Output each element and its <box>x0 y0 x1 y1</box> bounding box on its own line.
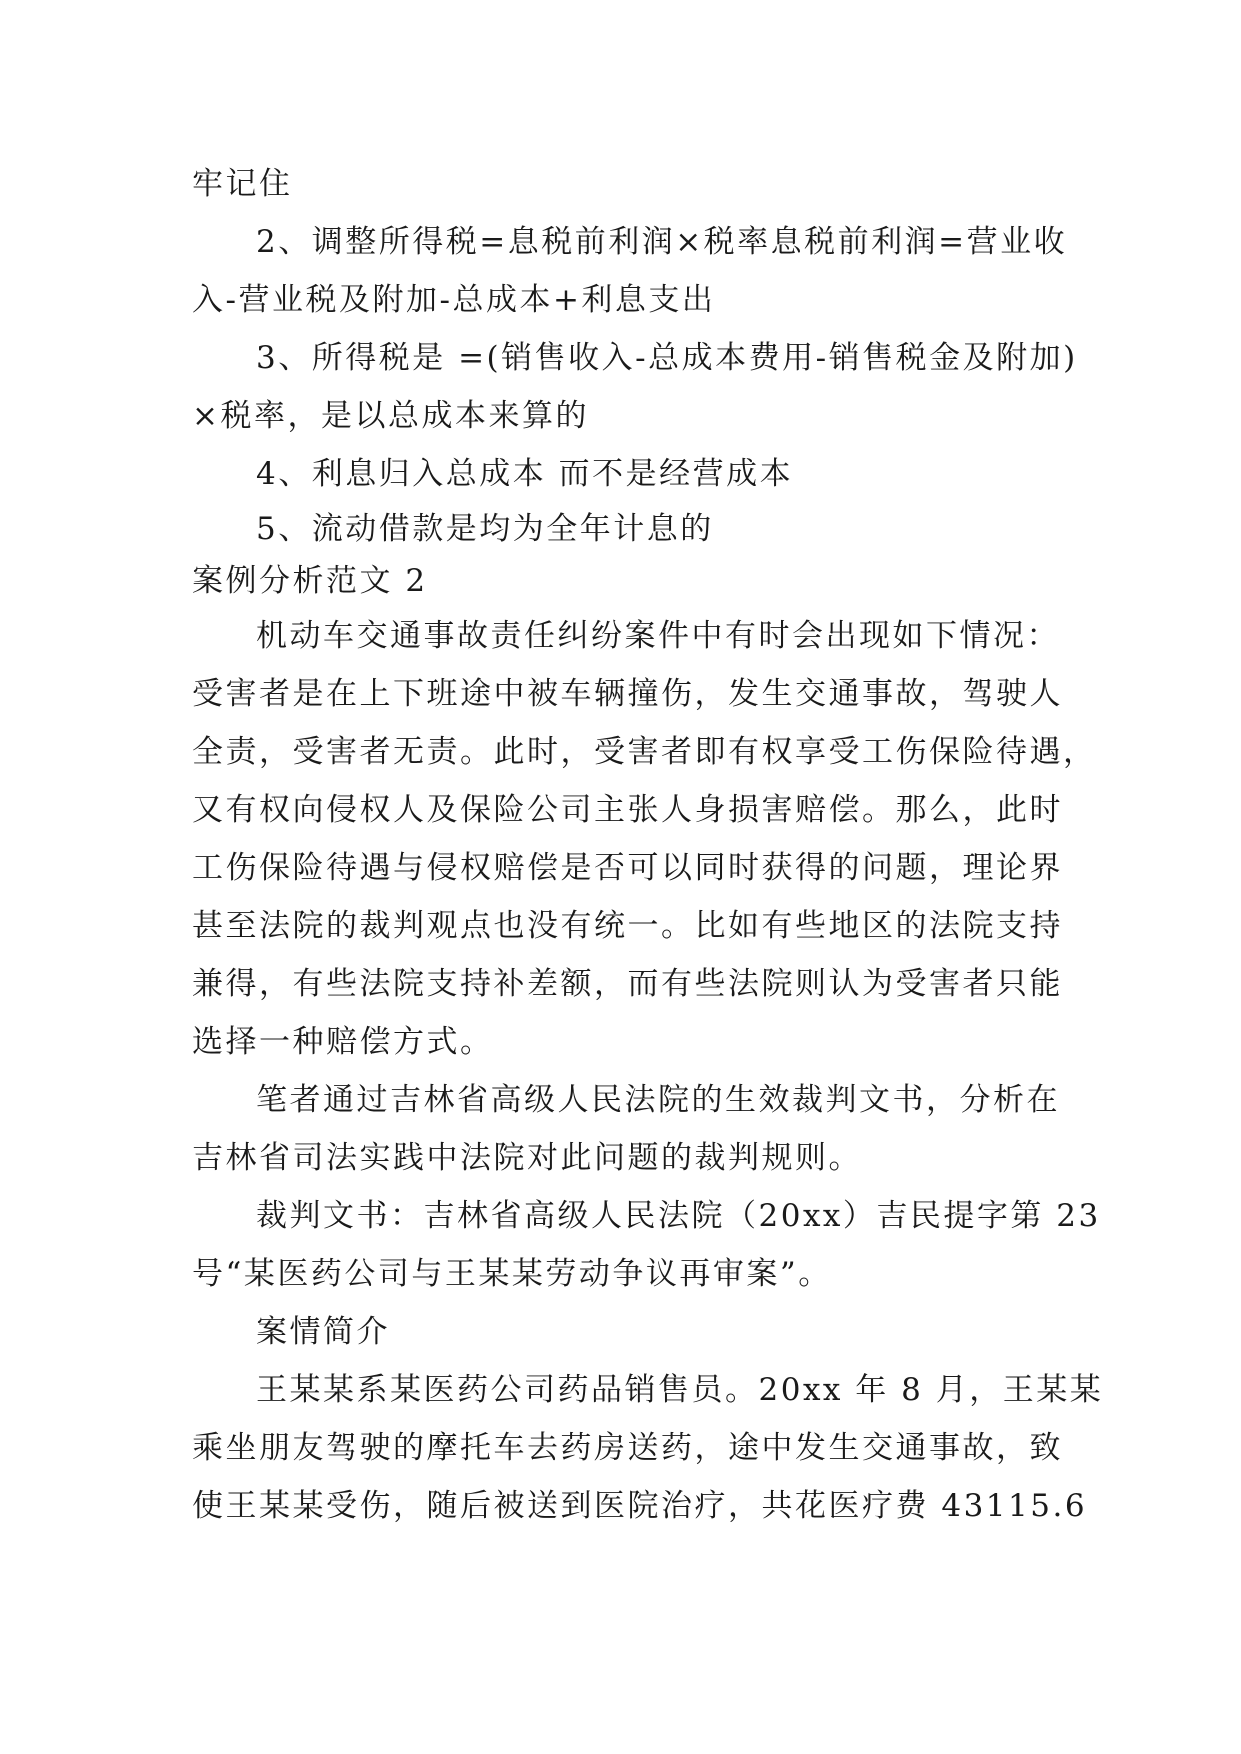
paragraph-line: 使王某某受伤，随后被送到医院治疗，共花医疗费 43115.6 <box>192 1488 1088 1524</box>
subheading: 案情简介 <box>256 1314 390 1350</box>
paragraph-line: 笔者通过吉林省高级人民法院的生效裁判文书，分析在 <box>256 1082 1060 1118</box>
section-heading: 案例分析范文 2 <box>192 563 428 599</box>
paragraph-line: 吉林省司法实践中法院对此问题的裁判规则。 <box>192 1140 862 1176</box>
paragraph-line: 机动车交通事故责任纠纷案件中有时会出现如下情况： <box>256 618 1060 654</box>
paragraph-line: 裁判文书：吉林省高级人民法院（20xx）吉民提字第 23 <box>256 1198 1101 1234</box>
paragraph-line: 兼得，有些法院支持补差额，而有些法院则认为受害者只能 <box>192 966 1063 1002</box>
paragraph-line: 王某某系某医药公司药品销售员。20xx 年 8 月，王某某 <box>256 1372 1104 1408</box>
paragraph-line: 又有权向侵权人及保险公司主张人身损害赔偿。那么，此时 <box>192 792 1063 828</box>
paragraph-line: 全责，受害者无责。此时，受害者即有权享受工伤保险待遇， <box>192 734 1097 770</box>
list-item-5: 5、流动借款是均为全年计息的 <box>256 511 714 547</box>
paragraph-line: 选择一种赔偿方式。 <box>192 1024 494 1060</box>
text-line: 牢记住 <box>192 166 293 202</box>
list-item-2: 2、调整所得税=息税前利润×税率息税前利润=营业收 <box>256 224 1068 260</box>
document-body <box>192 155 1104 1535</box>
paragraph-line: 乘坐朋友驾驶的摩托车去药房送药，途中发生交通事故，致 <box>192 1430 1063 1466</box>
paragraph-line: 号“某医药公司与王某某劳动争议再审案”。 <box>192 1256 832 1292</box>
paragraph-line: 工伤保险待遇与侵权赔偿是否可以同时获得的问题，理论界 <box>192 850 1063 886</box>
text-line: 入-营业税及附加-总成本+利息支出 <box>192 282 716 318</box>
text-line: ×税率，是以总成本来算的 <box>192 398 589 434</box>
list-item-4: 4、利息归入总成本 而不是经营成本 <box>256 456 794 492</box>
paragraph-line: 受害者是在上下班途中被车辆撞伤，发生交通事故，驾驶人 <box>192 676 1063 712</box>
list-item-3: 3、所得税是 =(销售收入-总成本费用-销售税金及附加) <box>256 340 1078 376</box>
paragraph-line: 甚至法院的裁判观点也没有统一。比如有些地区的法院支持 <box>192 908 1063 944</box>
